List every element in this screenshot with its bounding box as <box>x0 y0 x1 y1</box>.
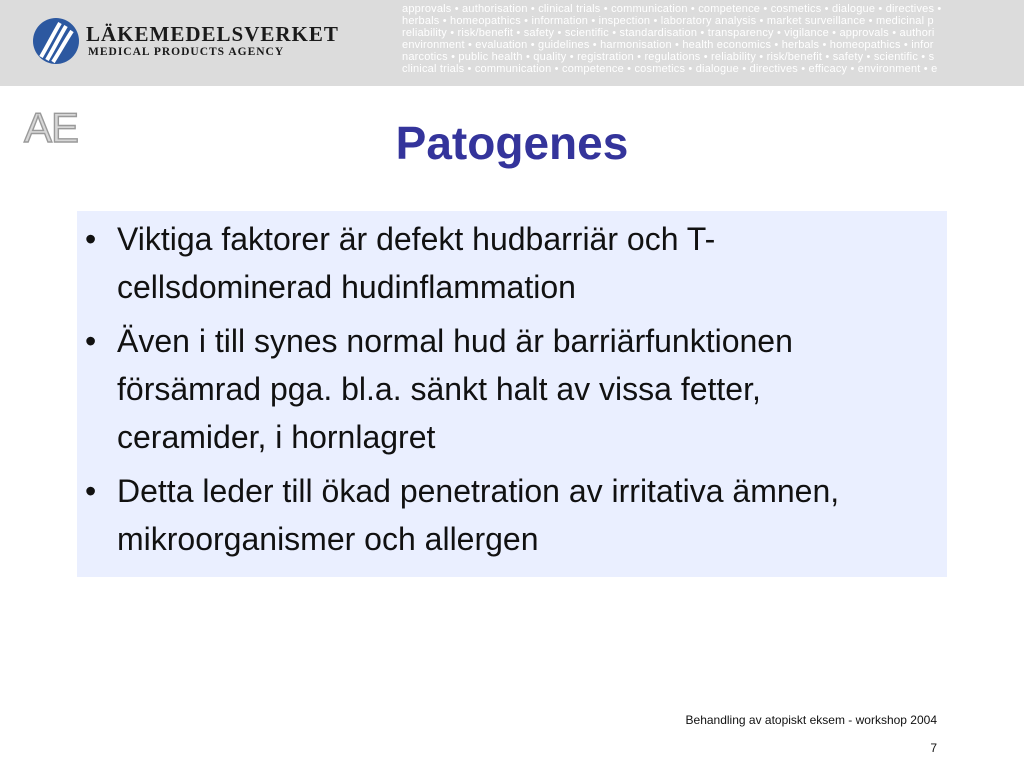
bullet-text: Detta leder till ökad penetration av irritativa ämnen, mikroorganismer och allergen <box>117 473 840 557</box>
keyword-line: herbals • homeopathics • information • inspection • laboratory analysis • market surveillance • medicinal p <box>402 15 934 27</box>
keyword-line: environment • evaluation • guidelines • harmonisation • health economics • herbals • homeopathics • infor <box>402 39 934 51</box>
logo-title: LÄKEMEDELSVERKET <box>86 22 339 46</box>
bullet-symbol: • <box>85 221 97 257</box>
keyword-texture <box>402 3 1024 83</box>
bullet-item <box>77 317 877 461</box>
page-number: 7 <box>930 741 937 755</box>
keyword-line: clinical trials • communication • competence • cosmetics • dialogue • directives • efficacy • environment • e <box>402 63 938 75</box>
logo-subtitle: MEDICAL PRODUCTS AGENCY <box>88 46 285 58</box>
keyword-line: approvals • authorisation • clinical trials • communication • competence • cosmetics • dialogue • directives • <box>402 3 942 15</box>
bullet-symbol: • <box>85 323 97 359</box>
bullet-symbol: • <box>85 473 97 509</box>
bullet-item <box>77 467 877 563</box>
footer-text: Behandling av atopiskt eksem - workshop 2004 <box>685 713 937 727</box>
bullet-item <box>77 215 877 311</box>
keyword-line: narcotics • public health • quality • registration • regulations • reliability • risk/benefit • safety • scientific • s <box>402 51 935 63</box>
keyword-line: reliability • risk/benefit • safety • scientific • standardisation • transparency • vigilance • approvals • authori <box>402 27 935 39</box>
bullet-text: Även i till synes normal hud är barriärfunktionen försämrad pga. bl.a. sänkt halt av vissa fetter, ceramider, i hornlagret <box>117 323 793 455</box>
ae-mark: AE <box>24 104 79 151</box>
bullet-text: Viktiga faktorer är defekt hudbarriär och T-cellsdominerad hudinflammation <box>117 221 716 305</box>
bullet-list <box>77 215 877 569</box>
agency-emblem-icon <box>32 17 80 65</box>
header-band <box>0 0 1024 86</box>
slide-title: Patogenes <box>395 117 629 169</box>
